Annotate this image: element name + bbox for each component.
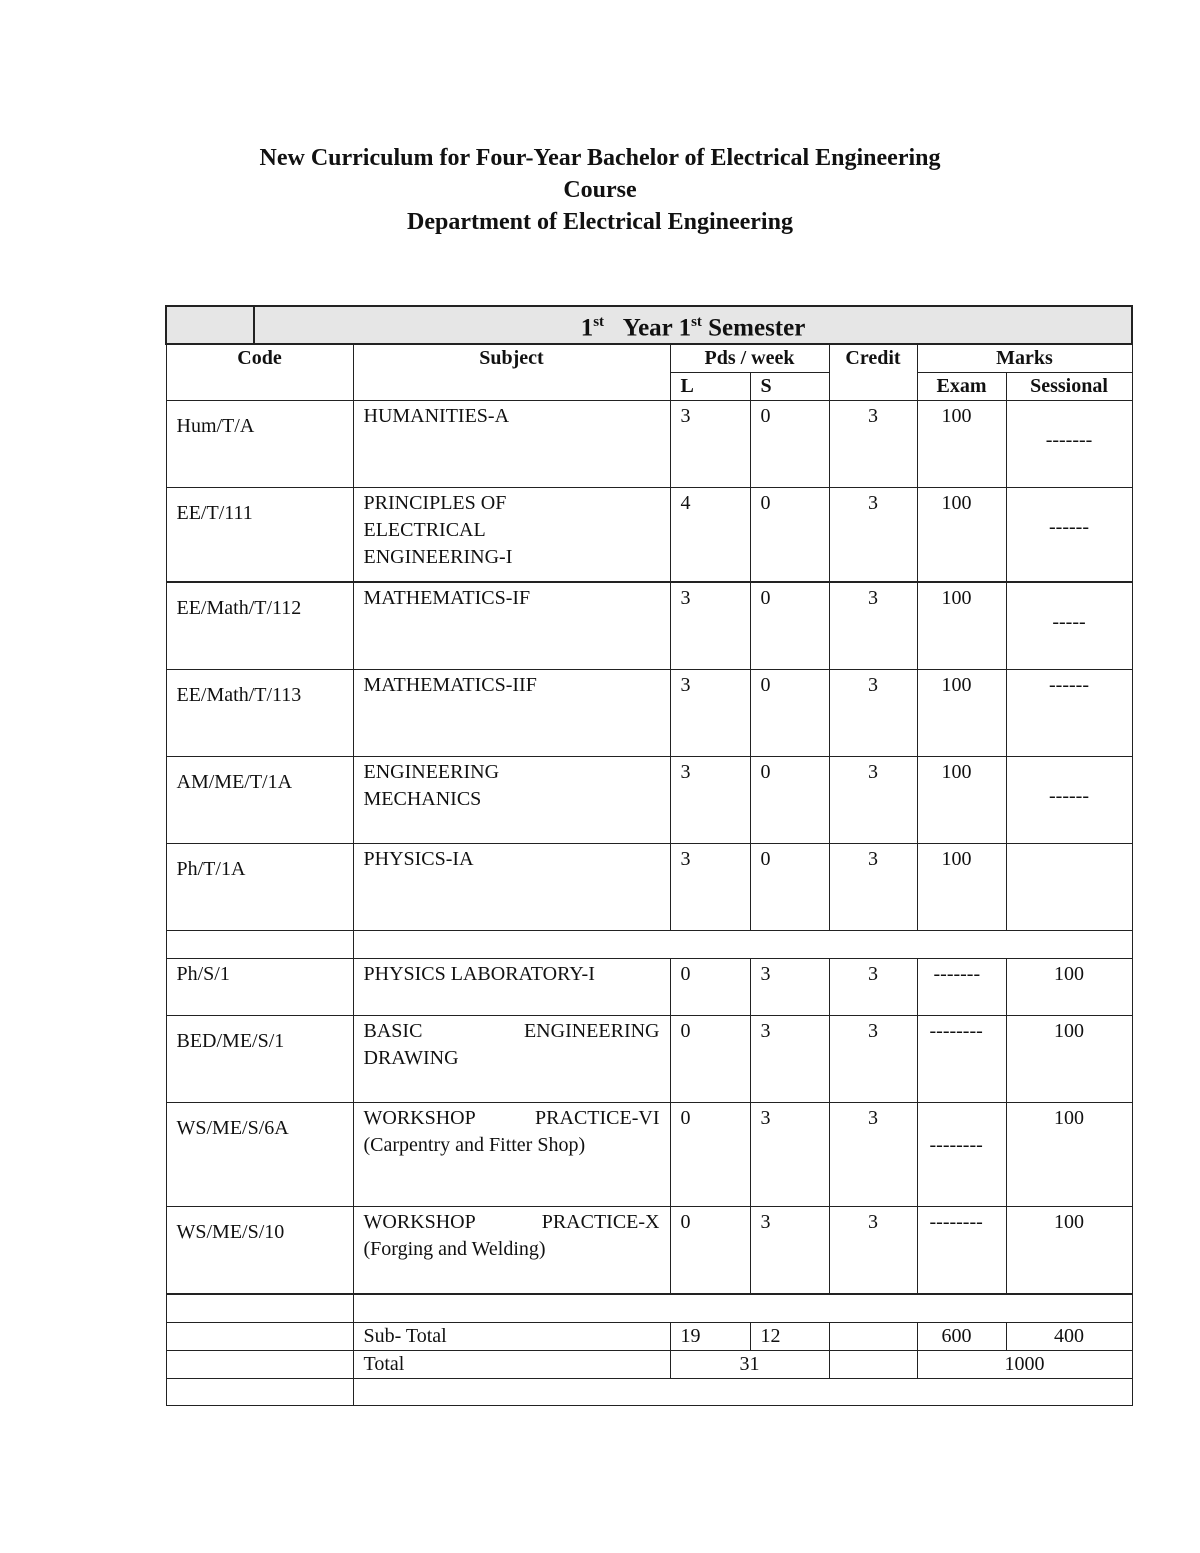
curriculum-table bbox=[165, 305, 1133, 1406]
course-subject: HUMANITIES-A bbox=[353, 401, 670, 488]
sessional-marks: 100 bbox=[1006, 959, 1132, 1016]
subtotal-l: 19 bbox=[670, 1323, 750, 1351]
table-row bbox=[166, 757, 1132, 844]
lecture-periods: 0 bbox=[670, 1103, 750, 1207]
header-subject: Subject bbox=[353, 344, 670, 401]
course-code: EE/Math/T/113 bbox=[166, 670, 353, 757]
spacer-row bbox=[166, 931, 1132, 959]
table-row bbox=[166, 401, 1132, 488]
sessional-marks: 100 bbox=[1006, 1103, 1132, 1207]
table-row bbox=[166, 488, 1132, 583]
lecture-periods: 0 bbox=[670, 959, 750, 1016]
credit-value: 3 bbox=[829, 1207, 917, 1295]
exam-marks: 100 bbox=[917, 582, 1006, 670]
lecture-periods: 3 bbox=[670, 401, 750, 488]
credit-value: 3 bbox=[829, 844, 917, 931]
course-code: WS/ME/S/6A bbox=[166, 1103, 353, 1207]
credit-value: 3 bbox=[829, 959, 917, 1016]
sessional-marks: 100 bbox=[1006, 1207, 1132, 1295]
exam-marks: ------- bbox=[917, 959, 1006, 1016]
course-code: WS/ME/S/10 bbox=[166, 1207, 353, 1295]
exam-marks: 100 bbox=[917, 670, 1006, 757]
table-row bbox=[166, 582, 1132, 670]
semester-corner-cell bbox=[166, 306, 254, 344]
total-periods: 31 bbox=[670, 1351, 829, 1379]
table-row bbox=[166, 1103, 1132, 1207]
lecture-periods: 0 bbox=[670, 1016, 750, 1103]
total-marks: 1000 bbox=[917, 1351, 1132, 1379]
sessional-marks: ------ bbox=[1006, 757, 1132, 844]
course-subject: PHYSICS-IA bbox=[353, 844, 670, 931]
sessional-marks: ----- bbox=[1006, 582, 1132, 670]
subtotal-row bbox=[166, 1323, 1132, 1351]
course-subject: MATHEMATICS-IF bbox=[353, 582, 670, 670]
exam-marks: 100 bbox=[917, 844, 1006, 931]
table-row bbox=[166, 1207, 1132, 1295]
column-header-row bbox=[166, 344, 1132, 373]
credit-value: 3 bbox=[829, 488, 917, 583]
credit-value: 3 bbox=[829, 670, 917, 757]
sessional-marks: 100 bbox=[1006, 1016, 1132, 1103]
course-code: EE/T/111 bbox=[166, 488, 353, 583]
sessional-periods: 0 bbox=[750, 670, 829, 757]
empty-row bbox=[166, 1379, 1132, 1406]
exam-marks: 100 bbox=[917, 488, 1006, 583]
sessional-periods: 3 bbox=[750, 1103, 829, 1207]
exam-marks: -------- bbox=[917, 1103, 1006, 1207]
sessional-periods: 0 bbox=[750, 844, 829, 931]
sessional-marks bbox=[1006, 844, 1132, 931]
document-title-continued: Course bbox=[563, 177, 637, 203]
exam-marks: -------- bbox=[917, 1207, 1006, 1295]
table-row bbox=[166, 959, 1132, 1016]
lecture-periods: 3 bbox=[670, 582, 750, 670]
credit-value: 3 bbox=[829, 582, 917, 670]
semester-title: 1st Year 1st Semester bbox=[254, 306, 1132, 344]
course-code: Hum/T/A bbox=[166, 401, 353, 488]
header-s: S bbox=[750, 373, 829, 401]
course-code: Ph/S/1 bbox=[166, 959, 353, 1016]
lecture-periods: 3 bbox=[670, 757, 750, 844]
course-subject: PHYSICS LABORATORY-I bbox=[353, 959, 670, 1016]
header-pds-week: Pds / week bbox=[670, 344, 829, 373]
credit-value: 3 bbox=[829, 1016, 917, 1103]
table-row bbox=[166, 844, 1132, 931]
sessional-marks: ------ bbox=[1006, 488, 1132, 583]
lecture-periods: 3 bbox=[670, 844, 750, 931]
subtotal-s: 12 bbox=[750, 1323, 829, 1351]
header-sessional: Sessional bbox=[1006, 373, 1132, 401]
spacer-row bbox=[166, 1294, 1132, 1323]
course-subject: MATHEMATICS-IIF bbox=[353, 670, 670, 757]
header-l: L bbox=[670, 373, 750, 401]
subtotal-sessional: 400 bbox=[1006, 1323, 1132, 1351]
sessional-marks: ------ bbox=[1006, 670, 1132, 757]
sessional-periods: 0 bbox=[750, 488, 829, 583]
document-title: New Curriculum for Four-Year Bachelor of Electrical Engineering bbox=[259, 145, 941, 171]
subtotal-exam: 600 bbox=[917, 1323, 1006, 1351]
header-code: Code bbox=[166, 344, 353, 401]
header-marks: Marks bbox=[917, 344, 1132, 373]
sessional-periods: 3 bbox=[750, 959, 829, 1016]
table-row bbox=[166, 1016, 1132, 1103]
lecture-periods: 0 bbox=[670, 1207, 750, 1295]
exam-marks: -------- bbox=[917, 1016, 1006, 1103]
sessional-periods: 0 bbox=[750, 582, 829, 670]
sessional-periods: 3 bbox=[750, 1016, 829, 1103]
lecture-periods: 3 bbox=[670, 670, 750, 757]
total-label: Total bbox=[353, 1351, 670, 1379]
total-row bbox=[166, 1351, 1132, 1379]
course-subject: WORKSHOP PRACTICE-X (Forging and Welding) bbox=[353, 1207, 670, 1295]
course-code: BED/ME/S/1 bbox=[166, 1016, 353, 1103]
sessional-periods: 0 bbox=[750, 757, 829, 844]
course-subject: PRINCIPLES OF ELECTRICAL ENGINEERING-I bbox=[353, 488, 670, 583]
course-code: Ph/T/1A bbox=[166, 844, 353, 931]
course-code: EE/Math/T/112 bbox=[166, 582, 353, 670]
department-title: Department of Electrical Engineering bbox=[407, 209, 793, 235]
course-code: AM/ME/T/1A bbox=[166, 757, 353, 844]
exam-marks: 100 bbox=[917, 401, 1006, 488]
lecture-periods: 4 bbox=[670, 488, 750, 583]
credit-value: 3 bbox=[829, 757, 917, 844]
course-subject: ENGINEERING MECHANICS bbox=[353, 757, 670, 844]
sessional-periods: 3 bbox=[750, 1207, 829, 1295]
sessional-periods: 0 bbox=[750, 401, 829, 488]
exam-marks: 100 bbox=[917, 757, 1006, 844]
course-subject: WORKSHOP PRACTICE-VI (Carpentry and Fitter Shop) bbox=[353, 1103, 670, 1207]
header-credit: Credit bbox=[829, 344, 917, 401]
subtotal-label: Sub- Total bbox=[353, 1323, 670, 1351]
table-row bbox=[166, 670, 1132, 757]
credit-value: 3 bbox=[829, 1103, 917, 1207]
course-subject: BASIC ENGINEERING DRAWING bbox=[353, 1016, 670, 1103]
credit-value: 3 bbox=[829, 401, 917, 488]
semester-header-row bbox=[166, 306, 1132, 344]
sessional-marks: ------- bbox=[1006, 401, 1132, 488]
header-exam: Exam bbox=[917, 373, 1006, 401]
